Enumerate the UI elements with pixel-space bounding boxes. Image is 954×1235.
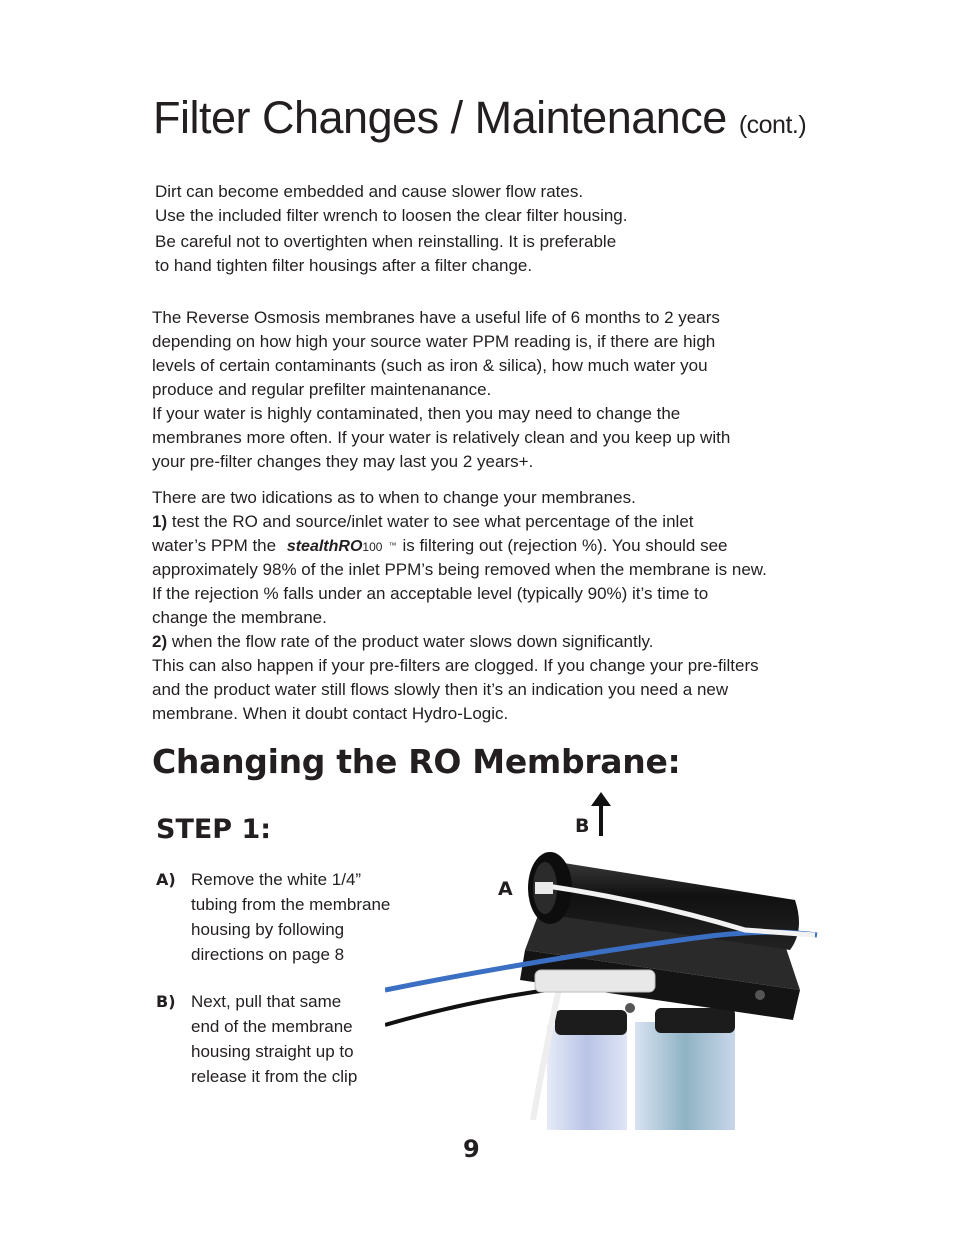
brand-number: 100 [362, 540, 383, 554]
indication-2-line [152, 630, 767, 654]
membrane-life-line: The Reverse Osmosis membranes have a useful life of 6 months to 2 years [152, 308, 720, 327]
membrane-life-line: levels of certain contaminants (such as iron & silica), how much water you [152, 356, 708, 375]
step-b-line: housing straight up to [191, 1042, 354, 1061]
callout-b: B [575, 815, 590, 837]
indication-2-text: when the flow rate of the product water slows down significantly. [171, 632, 654, 651]
tube-fitting [535, 882, 553, 894]
step-a-line: housing by following [191, 920, 345, 939]
page-number: 9 [463, 1135, 480, 1163]
step-b-text [191, 989, 357, 1089]
intro-line: to hand tighten filter housings after a filter change. [155, 256, 533, 275]
arrow-up-icon [591, 792, 611, 806]
indication-1-line [152, 534, 767, 558]
membrane-life-line: membranes more often. If your water is relatively clean and you keep up with [152, 428, 731, 447]
indication-1-line [152, 510, 767, 534]
membrane-life-line: produce and regular prefilter maintenanance. [152, 380, 492, 399]
section-heading: Changing the RO Membrane: [152, 742, 681, 781]
canister-cap [655, 1008, 735, 1033]
step-a-line: directions on page 8 [191, 945, 345, 964]
indication-1-line: If the rejection % falls under an acceptable level (typically 90%) it’s time to [152, 584, 709, 603]
callout-a: A [498, 878, 513, 900]
indication-1-text: test the RO and source/inlet water to see what percentage of the inlet [171, 512, 694, 531]
step-b-label: B) [156, 992, 176, 1011]
intro-line: Dirt can become embedded and cause slower flow rates. [155, 182, 584, 201]
indication-2-line: and the product water still flows slowly then it’s an indication you need a new [152, 680, 729, 699]
page-title-suffix: (cont.) [738, 111, 807, 139]
page-title [153, 92, 806, 144]
indication-1-line: approximately 98% of the inlet PPM’s being removed when the membrane is new. [152, 560, 767, 579]
indication-1-text: is filtering out (rejection %). You should see [402, 536, 728, 555]
indication-1-label: 1) [152, 512, 168, 531]
step-a-label: A) [156, 870, 176, 889]
step-a-line: Remove the white 1/4” [191, 870, 362, 889]
intro-paragraph [155, 180, 627, 278]
membrane-life-line: If your water is highly contaminated, then you may need to change the [152, 404, 681, 423]
trademark-symbol: ™ [388, 541, 397, 550]
brand-name: stealthRO [286, 538, 363, 555]
step-b-line: release it from the clip [191, 1067, 358, 1086]
indication-1-text: water’s PPM the [152, 536, 277, 555]
indications-intro: There are two idications as to when to change your membranes. [152, 488, 636, 507]
ro-unit-photo [385, 790, 825, 1130]
intro-line: Be careful not to overtighten when reinstalling. It is preferable [155, 232, 617, 251]
prefilter-canister-left [547, 1025, 627, 1130]
step-b-line: Next, pull that same [191, 992, 342, 1011]
prefilter-canister-right [635, 1022, 735, 1130]
indications-paragraph [152, 486, 767, 726]
indication-2-line: membrane. When it doubt contact Hydro-Logic. [152, 704, 509, 723]
bracket-screw [625, 1003, 635, 1013]
membrane-life-line: depending on how high your source water PPM reading is, if there are high [152, 332, 716, 351]
step-a-text [191, 867, 390, 967]
membrane-life-line: your pre-filter changes they may last you 2 years+. [152, 452, 534, 471]
membrane-life-paragraph [152, 306, 730, 474]
step-b-line: end of the membrane [191, 1017, 353, 1036]
step-a-line: tubing from the membrane [191, 895, 391, 914]
tube-fitting [535, 970, 655, 992]
step-title: STEP 1: [156, 814, 272, 845]
indication-2-label: 2) [152, 632, 168, 651]
page-title-text: Filter Changes / Maintenance [153, 92, 727, 143]
intro-line: Use the included filter wrench to loosen the clear filter housing. [155, 206, 628, 225]
indication-1-line: change the membrane. [152, 608, 327, 627]
canister-cap [555, 1010, 627, 1035]
bracket-screw [755, 990, 765, 1000]
indication-2-line: This can also happen if your pre-filters are clogged. If you change your pre-filters [152, 656, 759, 675]
